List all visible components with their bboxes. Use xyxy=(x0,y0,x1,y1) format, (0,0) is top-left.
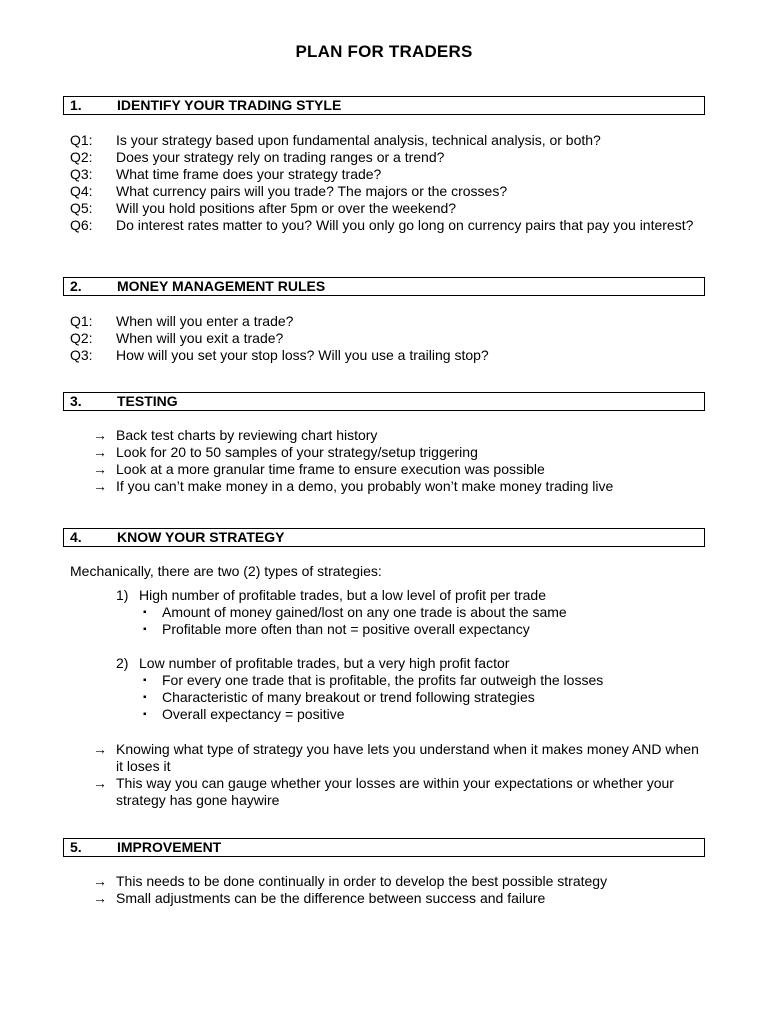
section-2-questions xyxy=(70,313,710,364)
question-id: Q3: xyxy=(70,347,93,363)
point-text: Knowing what type of strategy you have lets you understand when it makes money AND when it loses it xyxy=(116,741,699,774)
question-row xyxy=(70,149,710,166)
section-title: KNOW YOUR STRATEGY xyxy=(117,529,285,545)
section-title: MONEY MANAGEMENT RULES xyxy=(117,278,326,294)
point-text: Back test charts by reviewing chart history xyxy=(116,427,378,443)
question-id: Q4: xyxy=(70,183,93,199)
point-text: If you can’t make money in a demo, you probably won’t make money trading live xyxy=(116,478,614,494)
question-id: Q3: xyxy=(70,166,93,182)
question-row xyxy=(70,313,710,330)
item-text: Low number of profitable trades, but a very high profit factor xyxy=(139,655,510,671)
bullet-icon: ▪ xyxy=(143,675,147,686)
bullet-icon: ▪ xyxy=(143,709,147,720)
section-2-header xyxy=(63,277,705,296)
strategy-type-1 xyxy=(116,587,711,638)
question-id: Q6: xyxy=(70,217,93,233)
bullet-text: Amount of money gained/lost on any one trade is about the same xyxy=(162,604,567,620)
question-row xyxy=(70,200,710,217)
question-text: What time frame does your strategy trade? xyxy=(116,166,382,182)
arrow-icon: → xyxy=(93,427,107,443)
bullet-text: Profitable more often than not = positive overall expectancy xyxy=(162,621,530,637)
bullet-item xyxy=(139,689,711,706)
arrow-icon: → xyxy=(93,444,107,460)
question-text: When will you enter a trade? xyxy=(116,313,294,329)
point-text: Look for 20 to 50 samples of your strategy/setup triggering xyxy=(116,444,478,460)
question-id: Q1: xyxy=(70,313,93,329)
question-row xyxy=(70,347,710,364)
item-number: 2) xyxy=(116,655,129,671)
item-text: High number of profitable trades, but a low level of profit per trade xyxy=(139,587,546,603)
section-4-points xyxy=(93,741,708,809)
question-row xyxy=(70,166,710,183)
bullet-item xyxy=(139,604,711,621)
question-text: How will you set your stop loss? Will you use a trailing stop? xyxy=(116,347,489,363)
bullet-icon: ▪ xyxy=(143,624,147,635)
section-1-questions xyxy=(70,132,710,234)
arrow-point xyxy=(93,461,708,478)
arrow-point xyxy=(93,444,708,461)
section-title: TESTING xyxy=(117,393,178,409)
point-text: This way you can gauge whether your losses are within your expectations or whether your strategy has gone haywire xyxy=(116,775,674,808)
question-row xyxy=(70,217,710,234)
arrow-point xyxy=(93,775,708,809)
section-5-points xyxy=(93,873,708,907)
question-row xyxy=(70,183,710,200)
question-row xyxy=(70,330,710,347)
question-text: What currency pairs will you trade? The majors or the crosses? xyxy=(116,183,508,199)
bullet-item xyxy=(139,672,711,689)
question-id: Q2: xyxy=(70,149,93,165)
bullet-icon: ▪ xyxy=(143,692,147,703)
page-title: PLAN FOR TRADERS xyxy=(295,42,473,61)
arrow-icon: → xyxy=(93,741,107,757)
section-4-intro: Mechanically, there are two (2) types of strategies: xyxy=(70,563,382,579)
section-title: IDENTIFY YOUR TRADING STYLE xyxy=(117,97,342,113)
arrow-icon: → xyxy=(93,461,107,477)
section-3-header xyxy=(63,392,705,411)
bullet-list xyxy=(116,604,711,638)
arrow-icon: → xyxy=(93,478,107,494)
bullet-icon: ▪ xyxy=(143,607,147,618)
bullet-text: Overall expectancy = positive xyxy=(162,706,345,722)
arrow-point xyxy=(93,478,708,495)
question-text: Will you hold positions after 5pm or over the weekend? xyxy=(116,200,457,216)
bullet-item xyxy=(139,621,711,638)
section-number: 3. xyxy=(70,393,82,409)
arrow-point xyxy=(93,873,708,890)
point-text: This needs to be done continually in order to develop the best possible strategy xyxy=(116,873,608,889)
section-4-header xyxy=(63,528,705,547)
question-text: Do interest rates matter to you? Will you only go long on currency pairs that pay you interest? xyxy=(116,217,694,233)
question-text: When will you exit a trade? xyxy=(116,330,284,346)
section-number: 1. xyxy=(70,97,82,113)
arrow-point xyxy=(93,890,708,907)
question-row xyxy=(70,132,710,149)
arrow-point xyxy=(93,741,708,775)
arrow-icon: → xyxy=(93,775,107,791)
numbered-item xyxy=(116,587,711,604)
strategy-type-2 xyxy=(116,655,711,723)
section-number: 4. xyxy=(70,529,82,545)
point-text: Small adjustments can be the difference between success and failure xyxy=(116,890,546,906)
section-1-header xyxy=(63,96,705,115)
arrow-icon: → xyxy=(93,890,107,906)
section-title: IMPROVEMENT xyxy=(117,839,222,855)
bullet-item xyxy=(139,706,711,723)
bullet-text: For every one trade that is profitable, the profits far outweigh the losses xyxy=(162,672,604,688)
question-text: Is your strategy based upon fundamental analysis, technical analysis, or both? xyxy=(116,132,601,148)
arrow-point xyxy=(93,427,708,444)
point-text: Look at a more granular time frame to ensure execution was possible xyxy=(116,461,545,477)
section-3-points xyxy=(93,427,708,495)
bullet-text: Characteristic of many breakout or trend following strategies xyxy=(162,689,535,705)
section-number: 2. xyxy=(70,278,82,294)
section-5-header xyxy=(63,838,705,857)
question-text: Does your strategy rely on trading ranges or a trend? xyxy=(116,149,445,165)
section-number: 5. xyxy=(70,839,82,855)
numbered-item xyxy=(116,655,711,672)
question-id: Q5: xyxy=(70,200,93,216)
arrow-icon: → xyxy=(93,873,107,889)
item-number: 1) xyxy=(116,587,129,603)
question-id: Q1: xyxy=(70,132,93,148)
bullet-list xyxy=(116,672,711,723)
question-id: Q2: xyxy=(70,330,93,346)
